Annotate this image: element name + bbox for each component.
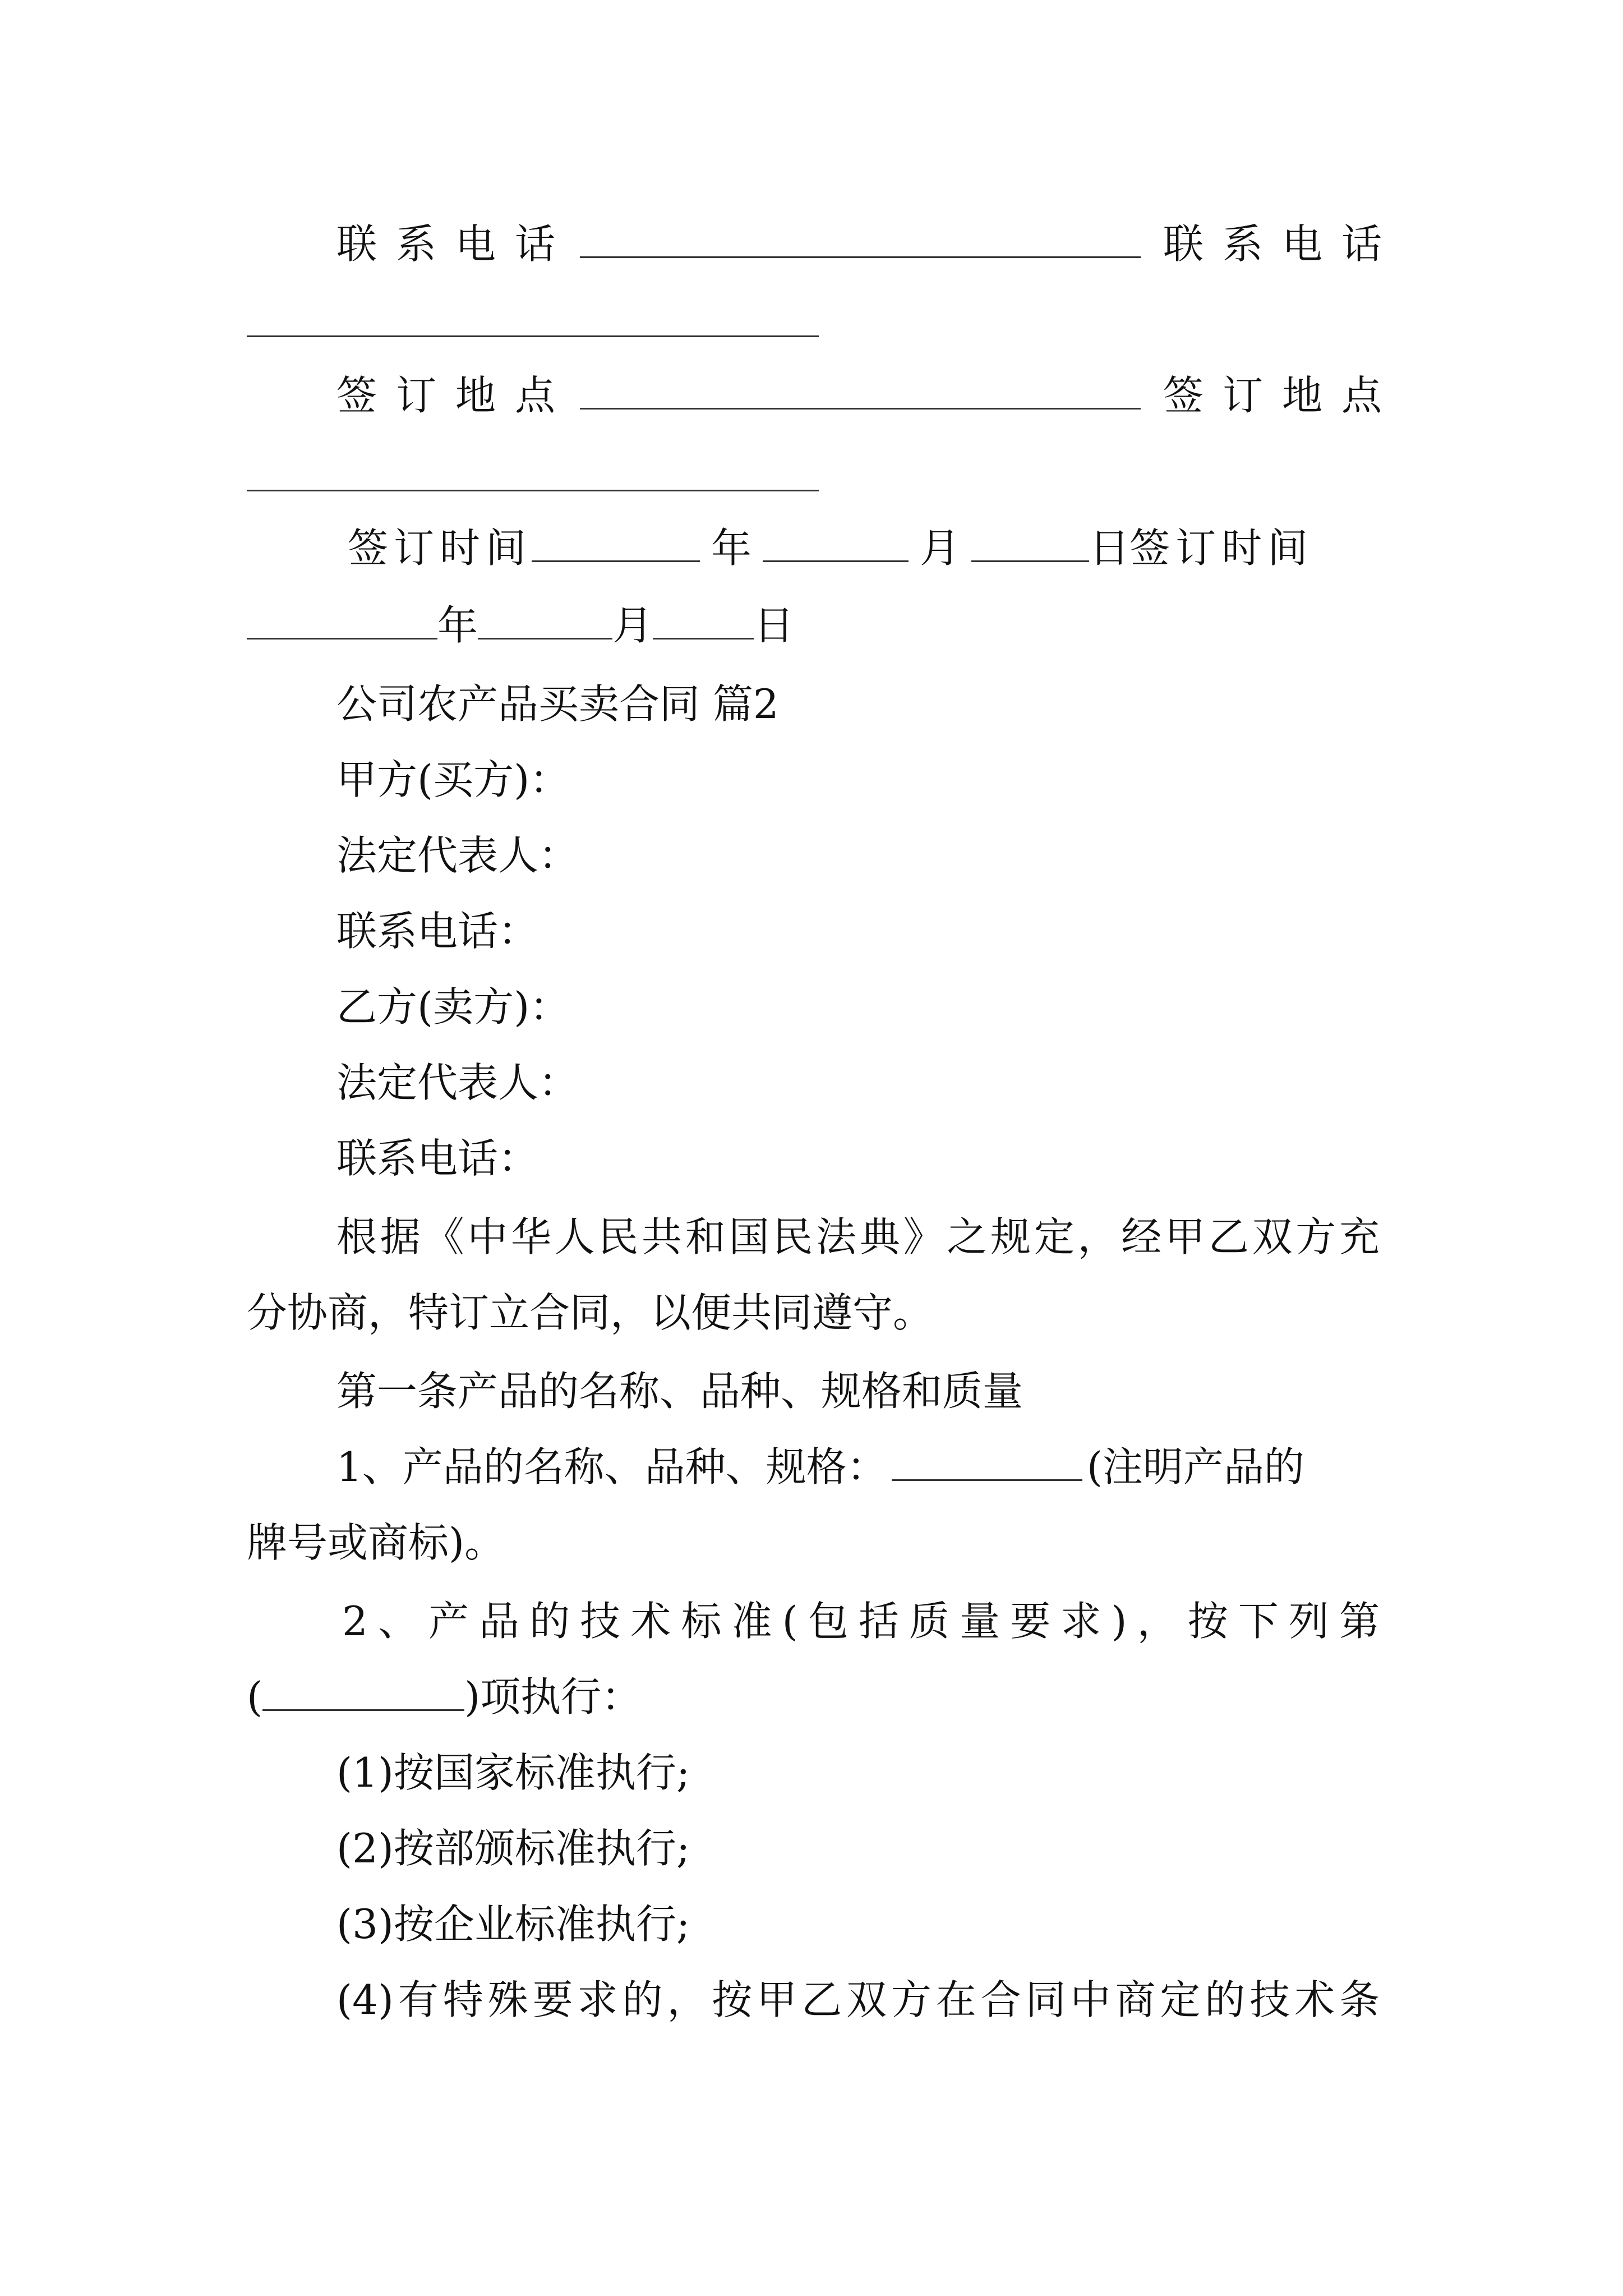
time-label-a: 签订时间 <box>348 524 532 572</box>
year-blank-a <box>532 522 700 562</box>
time-row-2 <box>247 597 794 654</box>
article1-title: 第一条产品的名称、品种、规格和质量 <box>336 1368 1023 1415</box>
party-b: 乙方(卖方)： <box>336 983 570 1030</box>
month-blank-b <box>478 600 612 639</box>
option-4: (4)有特殊要求的，按甲乙双方在合同中商定的技术条 <box>336 1976 1380 2023</box>
option-3: (3)按企业标准执行; <box>336 1901 690 1948</box>
place-label-b: 签订地点 <box>1163 372 1401 419</box>
year-blank-b <box>247 600 437 639</box>
month-b: 月 <box>612 602 653 649</box>
section2-title: 公司农产品买卖合同 篇2 <box>336 680 779 728</box>
item2-line-2 <box>247 1669 642 1725</box>
option-1: (1)按国家标准执行; <box>336 1749 690 1796</box>
place-label-a: 签订地点 <box>336 372 575 419</box>
phone-label-a: 联系电话 <box>336 220 575 268</box>
phone-blank-b <box>247 335 819 337</box>
day-blank-b <box>653 600 754 639</box>
party-b-rep: 法定代表人： <box>336 1059 579 1106</box>
item1-line-2: 牌号或商标)。 <box>247 1519 505 1566</box>
time-label-b: 签订时间 <box>1129 524 1314 572</box>
item1-text-b: (注明产品的 <box>1086 1443 1304 1490</box>
item1-line-1 <box>336 1439 1304 1495</box>
place-blank-a <box>580 370 1141 409</box>
place-blank-b <box>247 490 819 491</box>
party-a-phone: 联系电话： <box>336 908 539 955</box>
place-row <box>336 367 1401 424</box>
item2-close: )项执行： <box>464 1673 642 1720</box>
party-b-phone: 联系电话： <box>336 1135 539 1182</box>
option-2: (2)按部颁标准执行; <box>336 1825 690 1872</box>
year-b: 年 <box>437 602 478 649</box>
preamble-line-1: 根据《中华人民共和国民法典》之规定，经甲乙双方充 <box>336 1213 1380 1260</box>
item2-open: ( <box>247 1673 263 1720</box>
item1-blank <box>892 1441 1082 1481</box>
month-blank-a <box>763 522 909 562</box>
item1-text-a: 1、产品的名称、品种、规格： <box>336 1443 887 1490</box>
phone-label-b: 联系电话 <box>1163 220 1401 268</box>
month-a: 月 <box>920 524 961 572</box>
preamble-line-2: 分协商，特订立合同，以便共同遵守。 <box>247 1289 934 1336</box>
day-b: 日 <box>754 602 795 649</box>
time-row <box>348 520 1313 576</box>
phone-row <box>336 216 1401 272</box>
item2-blank <box>262 1671 464 1711</box>
phone-blank-a <box>580 218 1141 258</box>
day-a: 日 <box>1089 524 1130 572</box>
year-a: 年 <box>711 524 752 572</box>
party-a-rep: 法定代表人： <box>336 832 579 879</box>
day-blank-a <box>971 522 1089 562</box>
item2-line-1: 2、产品的技术标准(包括质量要求)，按下列第 <box>342 1598 1380 1645</box>
party-a: 甲方(买方)： <box>336 756 570 803</box>
